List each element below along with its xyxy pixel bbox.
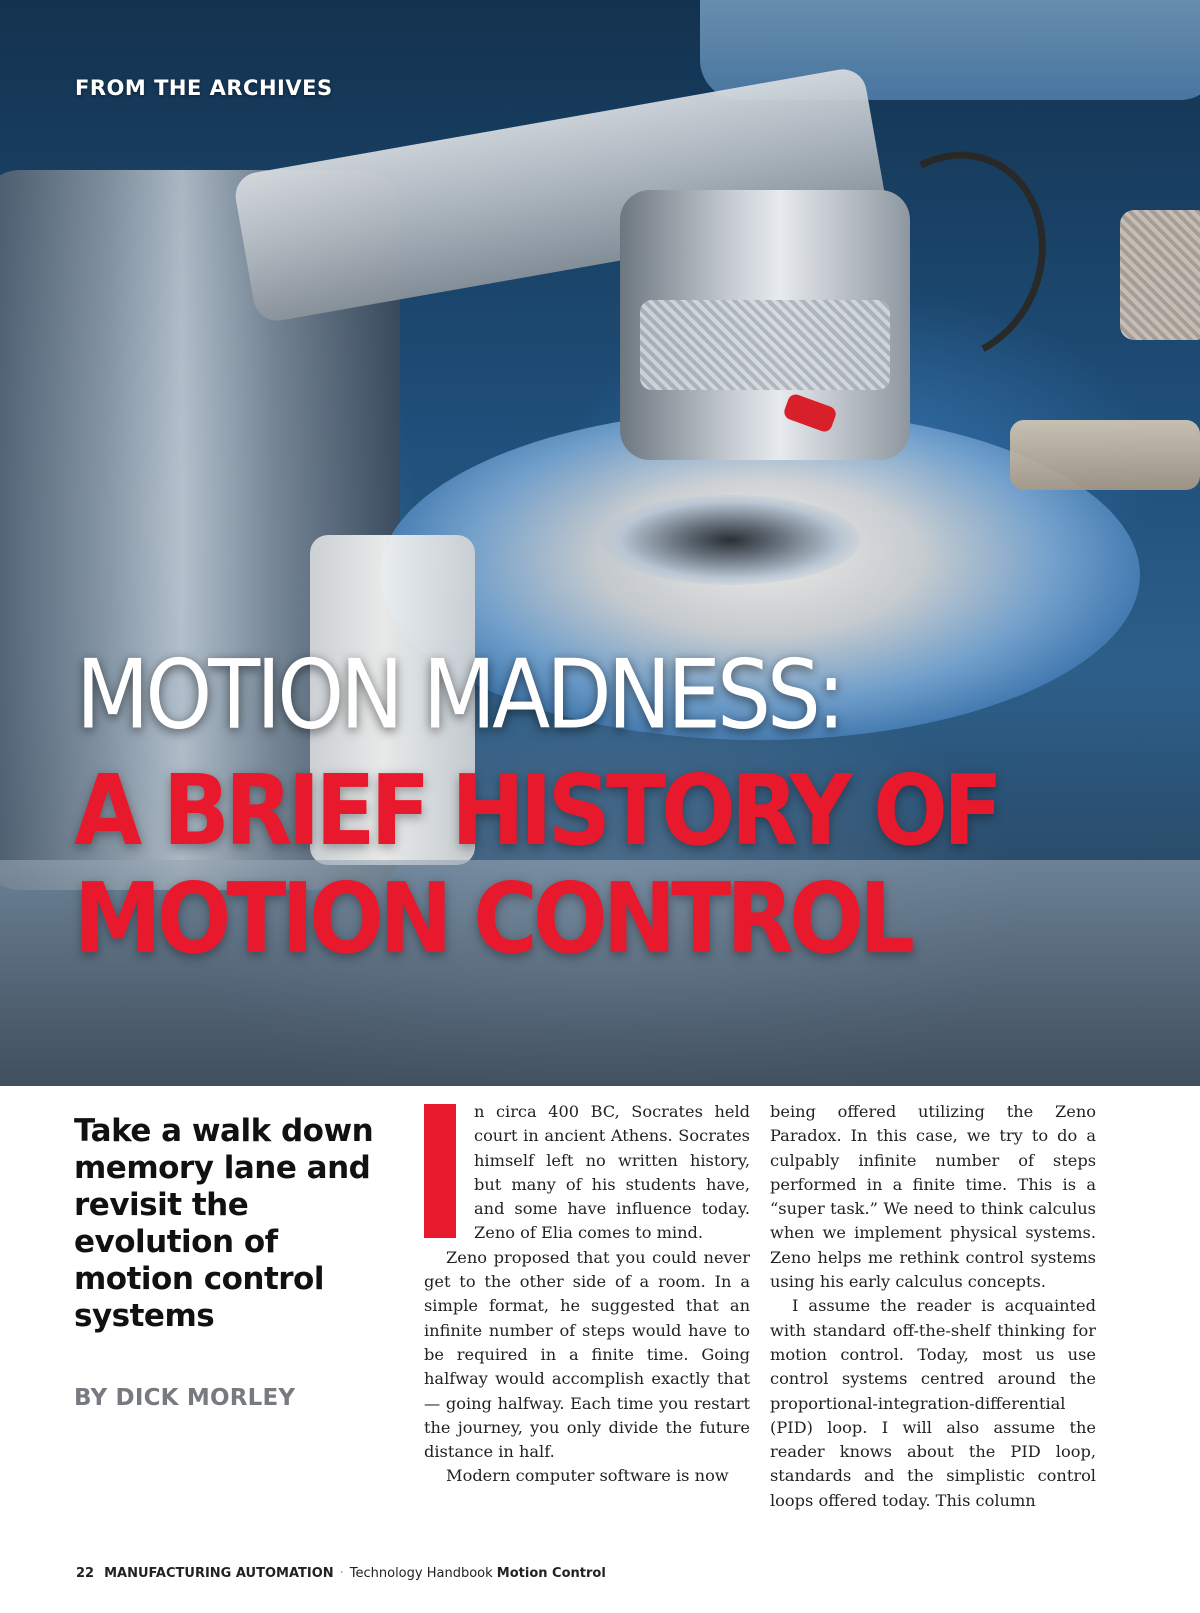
photo-knurled-ring <box>640 300 890 390</box>
paragraph: Zeno proposed that you could never get to the other side of a room. In a simple format, he suggested that an infinite number of steps would have to be required in a finite time. Going halfway would accomplish exactly that — going halfway. Each time you restart the journey, you only divide the future distance in half. <box>424 1247 750 1462</box>
title-line-2: A BRIEF HISTORY OF <box>74 754 999 868</box>
page-number: 22 <box>76 1566 95 1581</box>
paragraph: I assume the reader is acquainted with standard off-the-shelf thinking for motion control. Today, most us use control systems centred around the proportional-integration-differential (PID) loop. I will also assume the reader knows about the PID loop, standards and the simplistic control loops offered today. This column <box>770 1296 1096 1510</box>
footer-separator: · <box>339 1566 344 1581</box>
article-column-1 <box>424 1100 750 1489</box>
byline: BY DICK MORLEY <box>74 1385 296 1411</box>
photo-fitting <box>1010 420 1200 490</box>
handbook-topic: Motion Control <box>496 1566 606 1581</box>
dropcap <box>424 1104 456 1238</box>
title-line-3: MOTION CONTROL <box>74 862 910 976</box>
paragraph: Modern computer software is now <box>446 1466 729 1486</box>
article-column-2 <box>770 1100 1096 1513</box>
handbook-label: Technology Handbook <box>349 1566 493 1581</box>
paragraph: n circa 400 BC, Socrates held court in ancient Athens. Socrates himself left no written history, but many of his students have, and some have influence today. Zeno of Elia comes to mind. <box>474 1102 750 1243</box>
page-footer <box>76 1566 606 1581</box>
section-label: FROM THE ARCHIVES <box>75 76 333 100</box>
photo-right-post <box>1120 210 1200 340</box>
title-line-1: MOTION MADNESS: <box>76 640 842 751</box>
paragraph: being offered utilizing the Zeno Paradox. In this case, we try to do a culpably infinite number of steps performed in a finite time. This is a “super task.” We need to think calculus when we implement physical systems. Zeno helps me rethink control systems using his early calculus concepts. <box>770 1102 1096 1292</box>
publication-name: MANUFACTURING AUTOMATION <box>104 1566 334 1581</box>
photo-spindle <box>600 495 860 585</box>
article-deck: Take a walk down memory lane and revisit the evolution of motion control systems <box>74 1113 374 1334</box>
